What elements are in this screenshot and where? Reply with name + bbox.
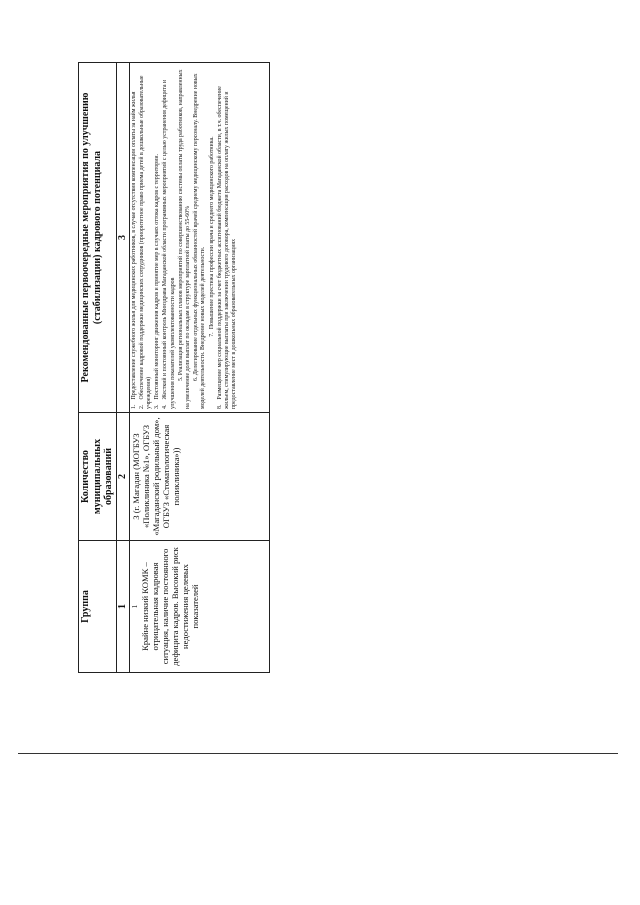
measure-number: 5. [177, 376, 184, 381]
measure-text: Делегирование отдельных функциональных обязанностей врачей среднему медицинскому персоналу. Внедрение новых моделей деятельности. Внедрение новых моделей деятельности. [193, 73, 207, 409]
measure-item [178, 66, 192, 409]
measure-item [154, 66, 161, 409]
measure-number: 3. [154, 404, 161, 409]
column-number-row [116, 63, 129, 673]
column-number-2: 2 [116, 413, 129, 541]
measure-item [217, 66, 239, 409]
column-number-1: 1 [116, 541, 129, 673]
measure-item [193, 66, 207, 409]
measure-item [139, 66, 153, 409]
measure-item [162, 66, 176, 409]
group-cell [129, 541, 270, 673]
measure-number: 7. [208, 332, 215, 337]
measure-item [131, 66, 138, 409]
table-header-row [79, 63, 117, 673]
rotated-document-page [78, 63, 270, 673]
measure-text: Предоставление служебного жилья для медицинских работников, в случае отсутствия компенсации оплаты за найм жилья [130, 91, 137, 400]
measure-text: Повышение престижа профессии врача и среднего медицинского работника. [208, 136, 215, 330]
measure-text: Жесткий и постоянный контроль Минздрава Магаданской области программных мероприятий с целью устранения дефицита и улучшения показателей укомплектованности кадров [162, 79, 176, 409]
column-number-3: 3 [116, 63, 129, 413]
table-row [129, 63, 270, 673]
measure-text: Размещение мер социальной поддержки за счет бюджетных ассигнований бюджета Магаданской области, в т.ч. обеспечение жильем, стимулирующие выплаты при заключении трудового договора, компенсация расходов на оплату жилых помещений и предоставление мест в дошкольных образовательных организациях [216, 86, 238, 409]
measures-cell [129, 63, 270, 413]
measure-text: Постоянный мониторинг движения кадров и принятие мер в случаях оттока кадров с территории. [154, 153, 161, 400]
header-group: Группа [79, 541, 117, 673]
measure-number: 8. [216, 404, 223, 409]
header-recommended-measures: Рекомендованные первоочередные мероприятия по улучшению (стабилизации) кадрового потенциала [79, 63, 117, 413]
page-divider-line [18, 753, 618, 754]
measure-number: 6. [193, 376, 200, 381]
measure-text: Реализация региональных планов мероприятий по совершенствованию системы оплаты труда работников, направленных на увеличение доли выплат по окладам в структуре зарплатной платы до 55-60% [177, 69, 191, 409]
group-number: 1 [130, 604, 139, 609]
header-municipalities-count: Количество муниципальных образований [79, 413, 117, 541]
municipalities-cell: 3 (г. Магадан (МОГБУЗ «Поликлиника №1», ОГБУЗ «Магаданский родильный дом», ОГБУЗ «Стоматологическая поликлиника»)) [129, 413, 270, 541]
measure-text: Обеспечение кадровой поддержки медицинских сотрудников (приоритетное право приема детей в дошкольные образовательные учреждения) [138, 75, 152, 409]
group-description: Крайне низкий КОМК – отрицательная кадровая ситуация, наличие постоянного дефицита кадров. Высокий риск недостижения целевых показателей [139, 547, 201, 666]
measures-list [131, 66, 239, 409]
measure-item [209, 66, 216, 409]
measure-number: 1. [130, 404, 137, 409]
measure-number: 2. [138, 404, 145, 409]
staffing-measures-table [78, 62, 270, 673]
measure-number: 4. [162, 404, 169, 409]
